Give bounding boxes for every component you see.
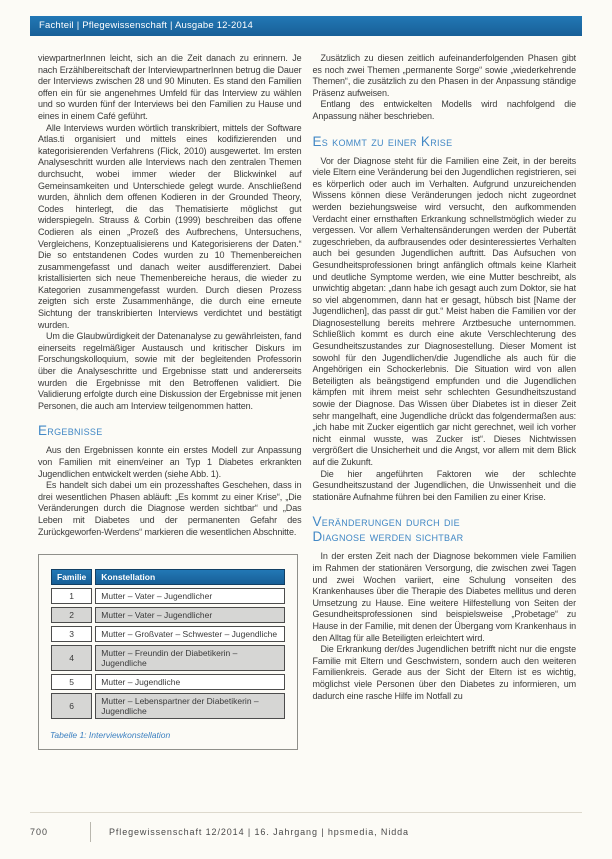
cell-konstellation: Mutter – Freundin der Diabetikerin – Jugendliche: [95, 645, 285, 671]
section-heading-ergebnisse: Ergebnisse: [38, 423, 103, 439]
paragraph: Die Erkrankung der/des Jugendlichen betrifft nicht nur die engste Familie mit Eltern und Geschwistern, sondern auch den weiteren Familienkreis. Gerade aus der Sicht der Eltern ist es wichtig, möglichst viele Personen über den Diabetes zu informieren, um dadurch eine rasche Hilfe im Notfall zu: [312, 644, 576, 701]
footer-journal-info: Pflegewissenschaft 12/2014 | 16. Jahrgang | hpsmedia, Nidda: [109, 827, 409, 837]
left-column: [38, 53, 302, 750]
cell-familie: 5: [51, 674, 92, 690]
cell-konstellation: Mutter – Vater – Jugendlicher: [95, 607, 285, 623]
paragraph: Vor der Diagnose steht für die Familien eine Zeit, in der bereits viele Eltern eine Veränderung bei den Jugendlichen registrieren, sei es körperlich oder auch im Verhalten. Aufgrund unzureichenden Wissens können diese Veränderungen jedoch nicht zugeordnet werden beziehungsweise wird versucht, den aufkommenden Verdacht einer ernsthaften Erkrankung schnellstmöglich wieder zu vergessen. Vor allem Verhaltensänderungen werden der Pubertät zugeschrieben, da aufbrausendes oder desinteressiertes Verhalten auch bei gesunden Jugendlichen auftritt. Das Aufsuchen von Gesundheitsprofessionen bringt anfänglich oftmals keine Klarheit und deutliche Symptome werden, wie eine Mutter beschreibt, als unwichtig abgetan: „dann habe ich gesagt auch zum Doktor, sie hat so viel abgenommen, dann hat er gesagt, hübsch bist [Name der Jugendlichen], das passt dir gut.“ Meist haben die Familien vor der Diagnosestellung bereits mehrere Arztbesuche unternommen. Schließlich kommt es durch eine akute Verschlechterung des Gesundheitszustandes zur Diagnosestellung. Dieser Moment ist sowohl für den Jugendlichen/die Jugendliche als auch für die Angehörigen ein Schockerlebnis. Die Situation wird von allen Beteiligten als beängstigend empfunden und die Jugendlichen kämpfen mit ihrem meist sehr schlechten Gesundheitszustand sowie der Diagnose. Das Wissen über Diabetes ist in dieser Zeit sehr mangelhaft, eine Jugendliche drückt das folgendermaßen aus: „ich habe mit Zucker eigentlich gar nicht gerechnet, weil ich vorher nicht einmal wusste, was Zucker ist“. Dieses Nichtwissen vergrößert die Unsicherheit und die Angst, vor allem mit dem Blick auf die Zukunft.: [312, 155, 576, 467]
table-1-container: [38, 554, 298, 750]
page-header-bar: [30, 16, 582, 36]
section-heading-veraenderungen: Veränderungen durch die Diagnose werden sichtbar: [312, 514, 464, 545]
article-body: [30, 53, 582, 750]
table-row: [51, 588, 285, 604]
table-header-konstellation: Konstellation: [95, 569, 285, 585]
cell-konstellation: Mutter – Lebenspartner der Diabetikerin – Jugendliche: [95, 693, 285, 719]
page-number: 700: [30, 827, 49, 837]
paragraph: Aus den Ergebnissen konnte ein erstes Modell zur Anpassung von Familien mit einem/einer an Typ 1 Diabetes erkrankten Jugendlichen entwickelt werden (siehe Abb. 1).: [38, 445, 302, 479]
right-column: [313, 53, 577, 750]
table-header-familie: Familie: [51, 569, 92, 585]
table-row: [51, 645, 285, 671]
paragraph: Alle Interviews wurden wörtlich transkribiert, mittels der Software Atlas.ti organisiert und mittels eines kodifizierenden und kategorisierenden Verfahrens (Flick, 2010) ausgewertet. Im ersten Analyseschritt wurden alle Interviews nach den zentralen Themen durchsucht, wobei immer wieder der Blickwinkel auf Gemeinsamkeiten und Unterschiede gelegt wurde. Anschließend wurden, ähnlich dem offenen Kodieren in der Grounded Theory, Codes hinterlegt, die das Thematisierte möglichst gut widerspiegeln. Strauss & Corbin (1999) beschreiben das offene Codieren als einen „Prozeß des Aufbrechens, Untersuchens, Vergleichens, Konzeptualisierens und Kategorisierens der Daten.“ Die so entstandenen Codes wurden zu 10 Themenbereichen zusammengefasst und danach weiter ausdifferenziert. Dabei kristallisierten sich neue Themenbereiche heraus, die wieder zu Kategorien zusammengefasst wurden. Durch diesen Prozess zeigten sich erste Zusammenhänge, die durch eine erneute Sichtung der transkribierten Interviews verdichtet und bestätigt wurden.: [38, 122, 302, 330]
table-row: [51, 693, 285, 719]
section-heading-krise: Es kommt zu einer Krise: [312, 133, 453, 149]
paragraph: Um die Glaubwürdigkeit der Datenanalyse zu gewährleisten, fand einerseits regelmäßiger Austausch und kritischer Diskurs im Forschungskolloquium, sowie mit der begleitenden Professorin über die Analyseschritte und Ergebnisse statt und andererseits wurden die Ergebnisse mit den Betroffenen validiert. Die Validierung erfolgte durch eine Diskussion der Ergebnisse mit jenen Personen, die auch am Interview teilgenommen hatten.: [38, 331, 302, 411]
table-row: [51, 607, 285, 623]
header-title: Fachteil | Pflegewissenschaft | Ausgabe 12-2014: [39, 20, 253, 31]
cell-konstellation: Mutter – Jugendliche: [95, 674, 285, 690]
page-footer: [30, 812, 582, 842]
table-row: [51, 626, 285, 642]
cell-familie: 1: [51, 588, 92, 604]
cell-familie: 4: [51, 645, 92, 671]
table-header-row: [51, 569, 285, 585]
interview-constellation-table: [48, 566, 288, 722]
table-caption: Tabelle 1: Interviewkonstellation: [50, 730, 171, 741]
cell-familie: 3: [51, 626, 92, 642]
paragraph: Zusätzlich zu diesen zeitlich aufeinanderfolgenden Phasen gibt es noch zwei Themen „permanente Sorge“ sowie „wiederkehrende Themen“, die zusätzlich zu den Phasen in der Anpassung ständige Präsenz aufweisen.: [312, 53, 576, 98]
table-row: [51, 674, 285, 690]
cell-konstellation: Mutter – Vater – Jugendlicher: [95, 588, 285, 604]
paragraph: In der ersten Zeit nach der Diagnose bekommen viele Familien im Rahmen der stationären Versorgung, die zwischen zwei Tagen und zwei Wochen variiert, eine Schulung vonseiten des Krankenhauses über die Therapie des Diabetes mellitus und deren Umsetzung zu Hause. Eine weitere Hilfestellung von Seiten der Gesundheitsprofessionen sind beispielsweise „Probetage“ zu Hause in der Familie, mit denen der Übergang vom Krankenhaus in den Alltag für alle Beteiligten erleichtert wird.: [312, 551, 576, 643]
cell-familie: 6: [51, 693, 92, 719]
cell-konstellation: Mutter – Großvater – Schwester – Jugendliche: [95, 626, 285, 642]
paragraph: Es handelt sich dabei um ein prozesshaftes Geschehen, dass in drei wesentlichen Phasen abläuft: „Es kommt zu einer Krise“, „Die Veränderungen durch die Diagnose werden sichtbar“ und „Das Leben mit Diabetes und der permanenten Gefahr des Zurückgeworfen-Werdens“ markieren die wesentlichen Abschnitte.: [38, 480, 302, 537]
paragraph: Entlang des entwickelten Modells wird nachfolgend die Anpassung näher beschrieben.: [312, 99, 576, 121]
footer-divider: [90, 822, 91, 842]
paragraph: Die hier angeführten Faktoren wie der schlechte Gesundheitszustand der Jugendlichen, die Unwissenheit und die stationäre Aufnahme führen bei den Familien zu einer Krise.: [312, 468, 576, 502]
paragraph: viewpartnerInnen leicht, sich an die Zeit danach zu erinnern. Je nach Erzählbereitschaft der InterviewpartnerInnen betrug die Dauer der Interviews zwischen 28 und 90 Minuten. Es stand den Familien offen ein für sie angenehmes Umfeld für das Interview zu wählen und so wurden fünf der Interviews bei den Familien zu Hause und eines in einem Café geführt.: [38, 53, 302, 121]
cell-familie: 2: [51, 607, 92, 623]
